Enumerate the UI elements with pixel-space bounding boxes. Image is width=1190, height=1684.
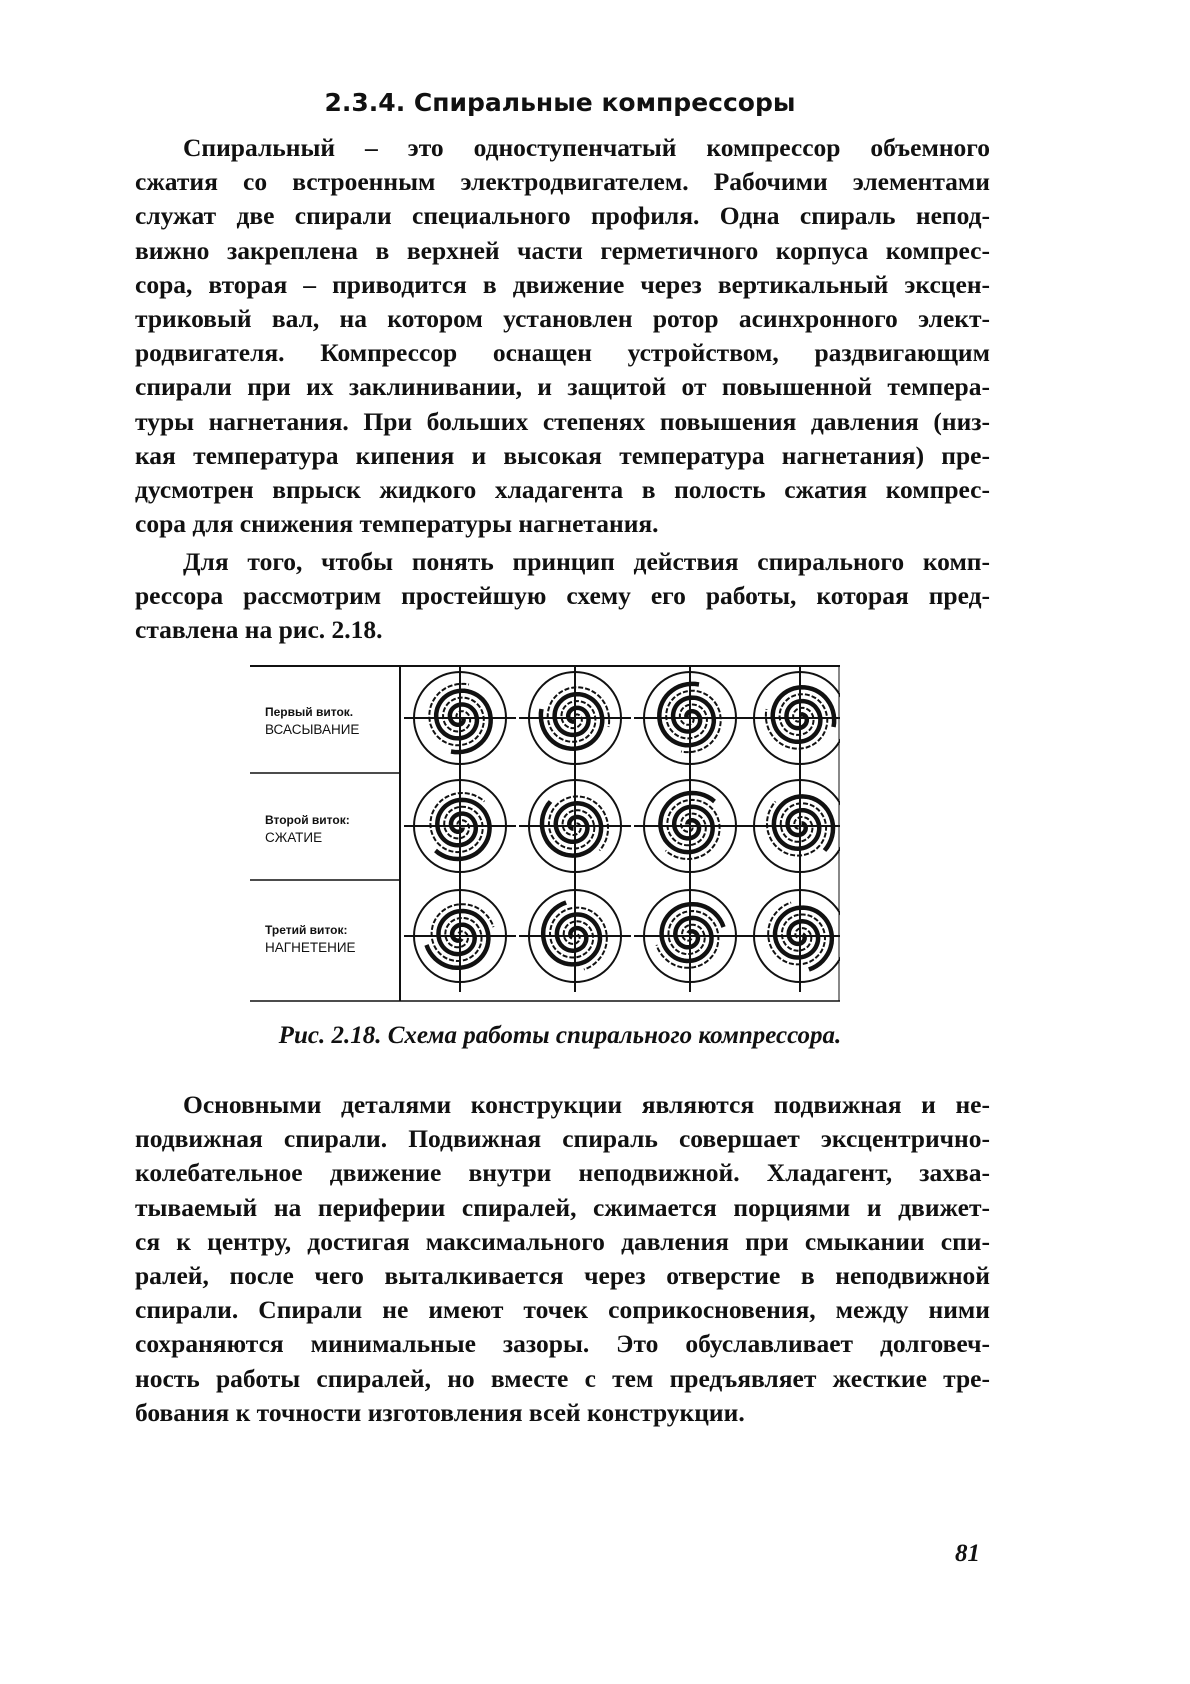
text-line: ставлена на рис. 2.18.: [135, 615, 383, 645]
row-turn-label: Третий виток:: [265, 923, 348, 937]
paragraph-3: [135, 1088, 990, 1430]
section-title: 2.3.4. Спиральные компрессоры: [324, 88, 796, 117]
text-line: вижно закреплена в верхней части герметичного корпуса компрес-: [135, 235, 990, 265]
text-line: ность работы спиралей, но вместе с тем предъявляет жесткие тре-: [135, 1363, 990, 1393]
text-line: подвижная спирали. Подвижная спираль совершает эксцентрично-: [135, 1124, 990, 1154]
text-line: сора, вторая – приводится в движение через вертикальный эксцен-: [135, 269, 990, 299]
row-phase-label: ВСАСЫВАНИЕ: [265, 722, 360, 737]
row-label-1: [265, 703, 359, 739]
text-line: бования к точности изготовления всей конструкции.: [135, 1397, 745, 1427]
fixed-spiral: [542, 802, 601, 856]
text-line: туры нагнетания. При больших степенях повышения давления (низ-: [135, 406, 990, 436]
figure-caption: Рис. 2.18. Схема работы спирального компрессора.: [278, 1022, 842, 1049]
text-line: родвигателя. Компрессор оснащен устройством, раздвигающим: [135, 338, 990, 368]
row-phase-label: СЖАТИЕ: [265, 830, 323, 845]
row-phase-label: НАГНЕТЕНИЕ: [265, 940, 356, 955]
text-line: Основными деталями конструкции являются подвижная и не-: [183, 1090, 990, 1119]
text-line: сжатия со встроенным электродвигателем. Рабочими элементами: [135, 167, 990, 197]
row-turn-label: Второй виток:: [265, 813, 350, 827]
text-line: ралей, после чего выталкивается через отверстие в неподвижной: [135, 1260, 990, 1290]
text-line: сора для снижения температуры нагнетания.: [135, 509, 659, 539]
text-line: спирали при их заклинивании, и защитой от повышенной темпера-: [135, 372, 990, 402]
text-line: спирали. Спирали не имеют точек соприкосновения, между ними: [135, 1295, 990, 1325]
paragraph-1: [135, 131, 990, 541]
text-line: Для того, чтобы понять принцип действия спирального комп-: [183, 547, 990, 576]
text-line: служат две спирали специального профиля. Одна спираль непод-: [135, 201, 990, 231]
text-line: Спиральный – это одноступенчатый компрессор объемного: [183, 133, 990, 162]
fixed-spiral: [774, 796, 833, 850]
text-line: ся к центру, достигая максимального давления при смыкании спи-: [135, 1226, 990, 1256]
text-line: дусмотрен впрыск жидкого хладагента в полость сжатия компрес-: [135, 474, 990, 504]
text-line: кая температура кипения и высокая температура нагнетания) пре-: [135, 440, 990, 470]
row-turn-label: Первый виток.: [265, 705, 354, 719]
fixed-spiral: [436, 800, 490, 859]
row-label-3: [265, 921, 356, 957]
text-line: тываемый на периферии спиралей, сжимается порциями и движет-: [135, 1192, 990, 1222]
text-line: триковый вал, на котором установлен ротор асинхронного элект-: [135, 303, 990, 333]
text-line: колебательное движение внутри неподвижной. Хладагент, захва-: [135, 1158, 990, 1188]
page-number: 81: [955, 1540, 980, 1567]
row-label-2: [265, 811, 350, 847]
paragraph-2: [135, 545, 990, 648]
fixed-spiral: [660, 793, 714, 852]
text-line: рессора рассмотрим простейшую схему его работы, которая пред-: [135, 581, 990, 611]
figure-scroll-compressor-diagram: [250, 665, 840, 1003]
text-line: сохраняются минимальные зазоры. Это обуславливает долговеч-: [135, 1329, 990, 1359]
